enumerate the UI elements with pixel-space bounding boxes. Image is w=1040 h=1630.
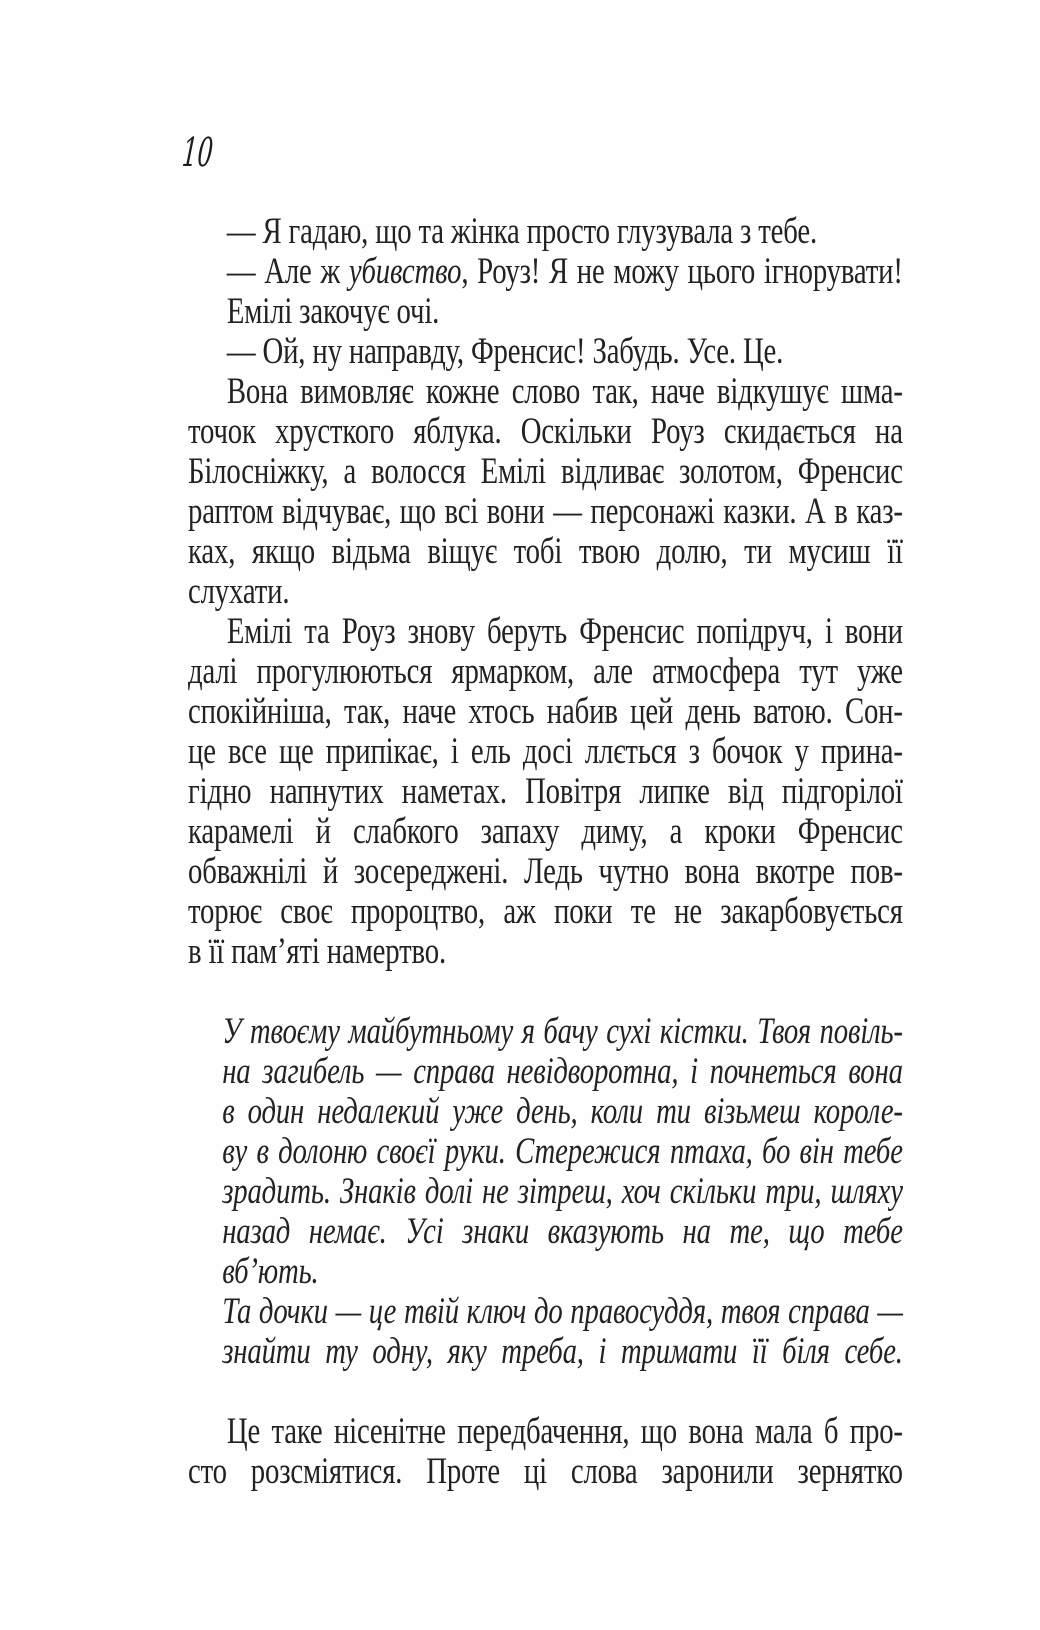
text-line: далі прогулюються ярмарком, але атмосфера тут уже bbox=[188, 651, 903, 692]
text-line: У твоєму майбутньому я бачу сухі кістки. Твоя повіль- bbox=[222, 1011, 903, 1052]
text-line: знайти ту одну, яку треба, і тримати її біля себе. bbox=[222, 1331, 903, 1372]
text-line: ках, якщо відьма віщує тобі твою долю, ти мусиш її bbox=[188, 531, 903, 572]
text-line: зрадить. Знаків долі не зітреш, хоч скільки три, шляху bbox=[222, 1171, 903, 1212]
text-line: карамелі й слабкого запаху диму, а кроки Френсис bbox=[188, 811, 903, 852]
emphasized-text: убивство bbox=[348, 251, 462, 292]
text-line: — Але ж убивство, Роуз! Я не можу цього ігнорувати! bbox=[226, 251, 903, 292]
text-line: раптом відчуває, що всі вони — персонажі казки. А в каз- bbox=[188, 491, 903, 532]
page-number: 10 bbox=[180, 130, 215, 176]
text-column bbox=[188, 212, 903, 1492]
text-line: назад немає. Усі знаки вказують на те, що тебе вб’ють. bbox=[222, 1211, 903, 1292]
text-line: в один недалекий уже день, коли ти візьмеш короле- bbox=[222, 1091, 903, 1132]
text-line: на загибель — справа невідворотна, і почнеться вона bbox=[222, 1051, 903, 1092]
text-line: Вона вимовляє кожне слово так, наче відкушує шма- bbox=[226, 371, 903, 412]
text-line: — Ой, ну направду, Френсис! Забудь. Усе. Це. bbox=[226, 331, 784, 372]
text-line: спокійніша, так, наче хтось набив цей день ватою. Сон- bbox=[188, 691, 903, 732]
text-line: в її пам’яті намертво. bbox=[188, 931, 446, 972]
prophecy-quote bbox=[222, 1012, 903, 1372]
text-line: точок хрусткого яблука. Оскільки Роуз скидається на bbox=[188, 411, 903, 452]
closing-paragraph bbox=[188, 1412, 903, 1492]
text-line: слухати. bbox=[188, 571, 290, 612]
text-line: торює своє пророцтво, аж поки те не закарбовується bbox=[188, 891, 903, 932]
text-line: це все ще припікає, і ель досі ллється з бочок у прина- bbox=[188, 731, 903, 772]
text-line: Та дочки — це твій ключ до правосуддя, твоя справа — bbox=[222, 1291, 903, 1332]
text-line: Емілі закочує очі. bbox=[226, 291, 440, 332]
text-line: — Я гадаю, що та жінка просто глузувала з тебе. bbox=[226, 211, 818, 252]
text-line: обважнілі й зосереджені. Ледь чутно вона вкотре пов- bbox=[188, 851, 903, 892]
text-line: ву в долоню своєї руки. Стережися птаха, бо він тебе bbox=[222, 1131, 903, 1172]
text-line: Білосніжку, а волосся Емілі відливає золотом, Френсис bbox=[188, 451, 903, 492]
text-line: Емілі та Роуз знову беруть Френсис попідруч, і вони bbox=[226, 611, 903, 652]
text-line: Це таке нісенітне передбачення, що вона мала б про- bbox=[226, 1411, 903, 1452]
text-line: сто розсміятися. Проте ці слова заронили зернятко bbox=[188, 1451, 903, 1492]
text-line: гідно напнутих наметах. Повітря липке від підгорілої bbox=[188, 771, 903, 812]
body-text bbox=[188, 212, 903, 972]
